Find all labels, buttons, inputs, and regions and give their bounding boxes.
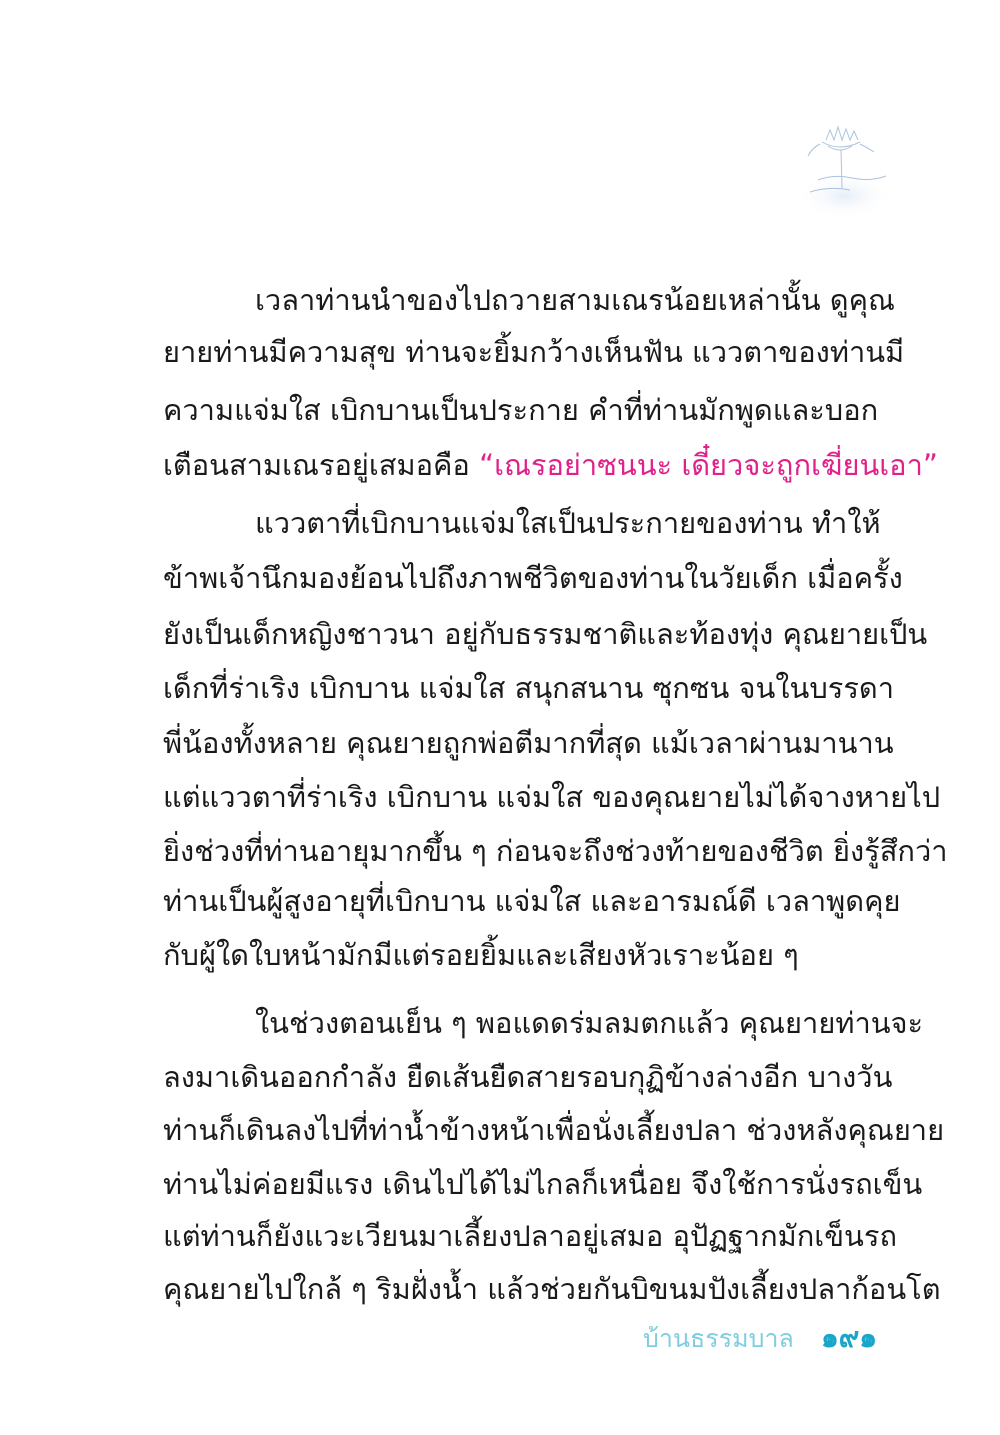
paragraph-2-line-5: พี่น้องทั้งหลาย คุณยายถูกพ่อตีมากที่สุด แม้เวลาผ่านมานาน [163, 726, 894, 760]
paragraph-2-line-4: เด็กที่ร่าเริง เบิกบาน แจ่มใส สนุกสนาน ซุกซน จนในบรรดา [163, 671, 895, 705]
paragraph-2-line-3: ยังเป็นเด็กหญิงชาวนา อยู่กับธรรมชาติและท้องทุ่ง คุณยายเป็น [163, 617, 928, 651]
paragraph-1-line-4 [163, 439, 938, 491]
paragraph-3-line-3: ท่านก็เดินลงไปที่ท่าน้ำข้างหน้าเพื่อนั่งเลี้ยงปลา ช่วงหลังคุณยาย [163, 1113, 945, 1147]
page-number: ๑๙๑ [820, 1321, 877, 1354]
paragraph-1-lead-in: เตือนสามเณรอยู่เสมอคือ [163, 448, 480, 482]
page-footer [643, 1318, 877, 1358]
lotus-icon [790, 118, 900, 228]
pink-quote: “เณรอย่าซนนะ เดี๋ยวจะถูกเฆี่ยนเอา” [479, 448, 938, 482]
paragraph-2-line-1: แววตาที่เบิกบานแจ่มใสเป็นประกายของท่าน ทำให้ [255, 506, 881, 540]
paragraph-2-line-7: ยิ่งช่วงที่ท่านอายุมากขึ้น ๆ ก่อนจะถึงช่วงท้ายของชีวิต ยิ่งรู้สึกว่า [163, 834, 948, 868]
book-title: บ้านธรรมบาล [643, 1324, 794, 1353]
paragraph-2-line-2: ข้าพเจ้านึกมองย้อนไปถึงภาพชีวิตของท่านในวัยเด็ก เมื่อครั้ง [163, 561, 903, 595]
paragraph-2-line-9: กับผู้ใดใบหน้ามักมีแต่รอยยิ้มและเสียงหัวเราะน้อย ๆ [163, 938, 799, 972]
paragraph-3-line-2: ลงมาเดินออกกำลัง ยืดเส้นยืดสายรอบกุฏิข้างล่างอีก บางวัน [163, 1060, 893, 1094]
paragraph-3-line-6: คุณยายไปใกล้ ๆ ริมฝั่งน้ำ แล้วช่วยกันบิขนมปังเลี้ยงปลาก้อนโต [163, 1272, 941, 1306]
paragraph-1-line-3: ความแจ่มใส เบิกบานเป็นประกาย คำที่ท่านมักพูดและบอก [163, 393, 879, 427]
paragraph-3-line-1: ในช่วงตอนเย็น ๆ พอแดดร่มลมตกแล้ว คุณยายท่านจะ [255, 1006, 924, 1040]
paragraph-3-line-4: ท่านไม่ค่อยมีแรง เดินไปได้ไม่ไกลก็เหนื่อย จึงใช้การนั่งรถเข็น [163, 1167, 923, 1201]
paragraph-3-line-5: แต่ท่านก็ยังแวะเวียนมาเลี้ยงปลาอยู่เสมอ อุปัฏฐากมักเข็นรถ [163, 1219, 898, 1253]
paragraph-2-line-8: ท่านเป็นผู้สูงอายุที่เบิกบาน แจ่มใส และอารมณ์ดี เวลาพูดคุย [163, 884, 901, 918]
paragraph-1-line-2: ยายท่านมีความสุข ท่านจะยิ้มกว้างเห็นฟัน แววตาของท่านมี [163, 335, 905, 369]
paragraph-1-line-1: เวลาท่านนำของไปถวายสามเณรน้อยเหล่านั้น ดูคุณ [255, 283, 895, 317]
paragraph-2-line-6: แต่แววตาที่ร่าเริง เบิกบาน แจ่มใส ของคุณยายไม่ได้จางหายไป [163, 780, 941, 814]
